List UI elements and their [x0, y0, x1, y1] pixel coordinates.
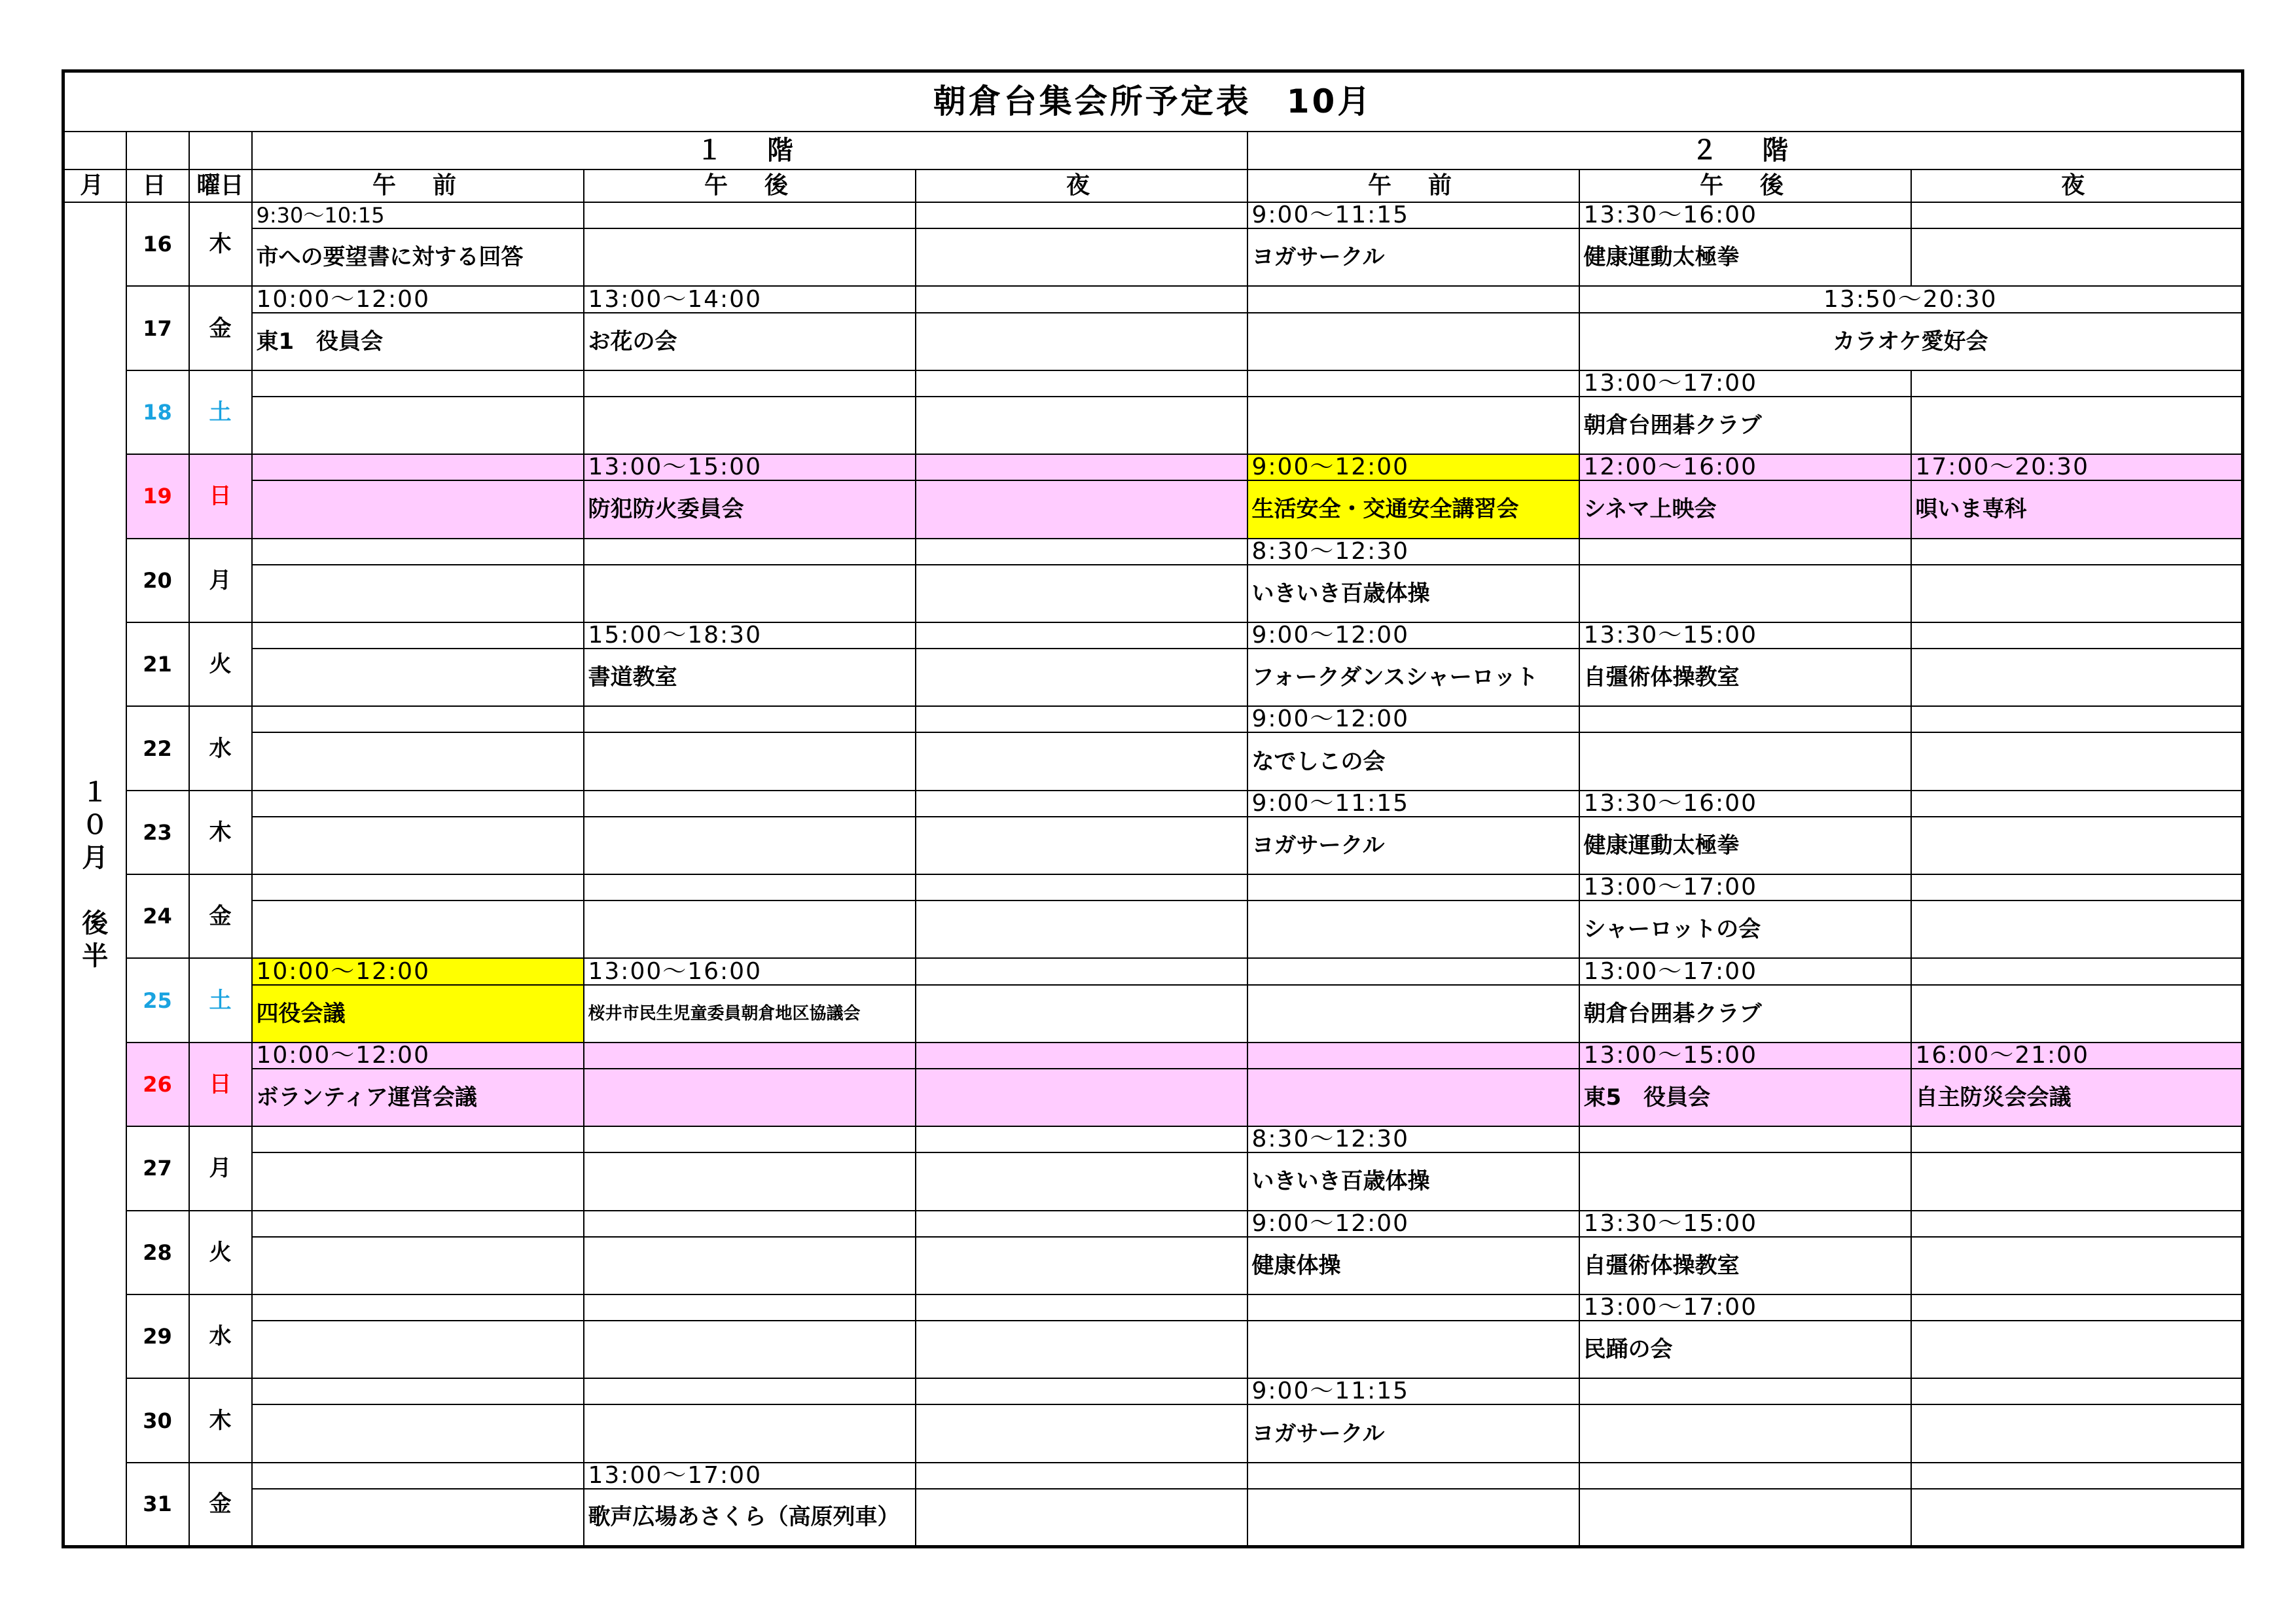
floor1-night-time: [916, 791, 1247, 817]
floor2-afternoon-event: [1579, 565, 1911, 622]
floor2-night-time: [1911, 874, 2243, 901]
floor1-afternoon-event: [584, 228, 916, 286]
floor1-night-event: [916, 480, 1247, 538]
day-number: 26: [126, 1043, 189, 1126]
floor1-morning-event: [252, 1237, 584, 1294]
day-number: 17: [126, 286, 189, 370]
floor2-afternoon-event: [1579, 1152, 1911, 1210]
floor2-afternoon-event: カラオケ愛好会: [1579, 313, 2243, 370]
weekday-label: 木: [189, 202, 252, 286]
floor1-morning-event: [252, 649, 584, 706]
schedule-table: [62, 69, 2244, 1548]
floor2-morning-time: 9:00～12:00: [1247, 454, 1579, 480]
floor2-night-event: [1911, 565, 2243, 622]
floor1-night-event: [916, 1489, 1247, 1547]
day-time-row: [63, 622, 2243, 649]
floor2-morning-event: 健康体操: [1247, 1237, 1579, 1294]
floor2-night-time: 16:00～21:00: [1911, 1043, 2243, 1069]
floor2-afternoon-time: 13:00～17:00: [1579, 874, 1911, 901]
weekday-label: 水: [189, 1294, 252, 1378]
floor1-night-header: 夜: [916, 169, 1247, 202]
floor1-afternoon-time: 13:00～14:00: [584, 286, 916, 312]
floor1-afternoon-event: [584, 565, 916, 622]
floor2-night-time: [1911, 791, 2243, 817]
floor1-night-time: [916, 539, 1247, 565]
floor2-afternoon-event: 朝倉台囲碁クラブ: [1579, 397, 1911, 454]
floor1-morning-event: [252, 732, 584, 790]
weekday-label: 日: [189, 454, 252, 538]
floor1-night-event: [916, 985, 1247, 1043]
floor2-night-time: [1911, 1378, 2243, 1404]
day-number: 25: [126, 958, 189, 1042]
floor2-afternoon-event: 健康運動太極拳: [1579, 228, 1911, 286]
floor1-afternoon-event: [584, 1237, 916, 1294]
floor2-night-event: [1911, 649, 2243, 706]
floor1-morning-event: 東1 役員会: [252, 313, 584, 370]
floor2-afternoon-time: [1579, 1463, 1911, 1489]
floor2-night-event: [1911, 901, 2243, 958]
day-event-row: [63, 228, 2243, 286]
floor2-morning-event: [1247, 313, 1579, 370]
floor1-night-event: [916, 1237, 1247, 1294]
floor1-night-time: [916, 1126, 1247, 1152]
floor2-morning-time: 9:00～11:15: [1247, 1378, 1579, 1404]
day-event-row: [63, 1237, 2243, 1294]
day-event-row: [63, 397, 2243, 454]
floor1-afternoon-event: [584, 817, 916, 874]
floor1-afternoon-time: [584, 706, 916, 732]
floor2-afternoon-event: [1579, 732, 1911, 790]
floor1-morning-time: 9:30～10:15: [252, 202, 584, 228]
floor1-morning-time: [252, 791, 584, 817]
weekday-label: 火: [189, 1211, 252, 1294]
floor2-night-time: [1911, 622, 2243, 649]
day-number: 19: [126, 454, 189, 538]
floor1-morning-event: 市への要望書に対する回答: [252, 228, 584, 286]
floor1-afternoon-event: [584, 397, 916, 454]
floor2-morning-event: [1247, 901, 1579, 958]
floor2-morning-time: 9:00～12:00: [1247, 622, 1579, 649]
floor2-morning-time: 9:00～12:00: [1247, 706, 1579, 732]
floor2-afternoon-event: 健康運動太極拳: [1579, 817, 1911, 874]
day-number: 24: [126, 874, 189, 958]
floor1-morning-time: [252, 622, 584, 649]
day-time-row: [63, 1463, 2243, 1489]
floor2-afternoon-time: 13:00～17:00: [1579, 958, 1911, 984]
floor1-afternoon-event: 歌声広場あさくら（高原列車）: [584, 1489, 916, 1547]
floor1-afternoon-event: お花の会: [584, 313, 916, 370]
day-time-row: [63, 706, 2243, 732]
floor2-afternoon-time: 13:30～16:00: [1579, 202, 1911, 228]
floor2-afternoon-time: 12:00～16:00: [1579, 454, 1911, 480]
floor1-afternoon-event: 桜井市民生児童委員朝倉地区協議会: [584, 985, 916, 1043]
floor2-afternoon-event: 自彊術体操教室: [1579, 649, 1911, 706]
floor1-night-event: [916, 1321, 1247, 1378]
floor2-afternoon-event: [1579, 1489, 1911, 1547]
floor1-night-time: [916, 958, 1247, 984]
floor2-afternoon-event: [1579, 1404, 1911, 1462]
day-number: 20: [126, 539, 189, 622]
floor2-afternoon-event: シネマ上映会: [1579, 480, 1911, 538]
weekday-label: 金: [189, 874, 252, 958]
day-event-row: [63, 313, 2243, 370]
day-event-row: [63, 1321, 2243, 1378]
floor1-morning-event: ボランティア運営会議: [252, 1069, 584, 1126]
floor2-morning-time: 9:00～12:00: [1247, 1211, 1579, 1237]
floor1-afternoon-event: [584, 1404, 916, 1462]
month-label-char: １: [82, 777, 109, 808]
floor-1-header: １ 階: [252, 132, 1247, 169]
day-time-row: [63, 874, 2243, 901]
day-time-row: [63, 454, 2243, 480]
floor2-morning-event: [1247, 985, 1579, 1043]
floor2-afternoon-event: 東5 役員会: [1579, 1069, 1911, 1126]
floor2-morning-time: [1247, 370, 1579, 397]
day-event-row: [63, 480, 2243, 538]
floor2-afternoon-time: 13:00～17:00: [1579, 370, 1911, 397]
weekday-label: 水: [189, 706, 252, 790]
floor2-morning-event: [1247, 1489, 1579, 1547]
floor2-morning-time: [1247, 874, 1579, 901]
floor2-morning-header: 午 前: [1247, 169, 1579, 202]
month-label-char: [69, 874, 122, 907]
floor2-morning-time: 9:00～11:15: [1247, 791, 1579, 817]
floor1-afternoon-time: [584, 1294, 916, 1321]
floor1-night-time: [916, 874, 1247, 901]
month-label-char: ０: [82, 810, 109, 840]
floor2-night-time: 17:00～20:30: [1911, 454, 2243, 480]
floor2-night-event: 唄いま専科: [1911, 480, 2243, 538]
floor2-afternoon-event: 朝倉台囲碁クラブ: [1579, 985, 1911, 1043]
floor1-morning-event: [252, 1489, 584, 1547]
column-header-row: [63, 169, 2243, 202]
floor2-night-time: [1911, 539, 2243, 565]
floor1-afternoon-event: 防犯防火委員会: [584, 480, 916, 538]
floor2-night-time: [1911, 1211, 2243, 1237]
floor2-morning-time: [1247, 958, 1579, 984]
floor2-afternoon-time: [1579, 1126, 1911, 1152]
floor1-afternoon-time: [584, 539, 916, 565]
day-number: 28: [126, 1211, 189, 1294]
day-number: 27: [126, 1126, 189, 1210]
floor2-night-event: [1911, 1237, 2243, 1294]
floor1-afternoon-time: 13:00～17:00: [584, 1463, 916, 1489]
floor1-afternoon-time: 15:00～18:30: [584, 622, 916, 649]
floor1-night-time: [916, 286, 1247, 312]
floor2-morning-event: ヨガサークル: [1247, 1404, 1579, 1462]
floor2-morning-event: [1247, 1069, 1579, 1126]
floor1-morning-event: 四役会議: [252, 985, 584, 1043]
floor1-afternoon-time: [584, 370, 916, 397]
floor2-morning-time: 8:30～12:30: [1247, 539, 1579, 565]
day-number: 18: [126, 370, 189, 454]
weekday-column-header: 曜日: [189, 169, 252, 202]
day-event-row: [63, 817, 2243, 874]
floor2-morning-event: いきいき百歳体操: [1247, 565, 1579, 622]
floor2-night-event: [1911, 732, 2243, 790]
floor2-afternoon-time: 13:30～16:00: [1579, 791, 1911, 817]
floor1-afternoon-time: [584, 202, 916, 228]
floor2-morning-event: フォークダンスシャーロット: [1247, 649, 1579, 706]
floor1-morning-time: [252, 370, 584, 397]
blank-cell: [63, 132, 126, 169]
floor2-afternoon-header: 午 後: [1579, 169, 1911, 202]
day-time-row: [63, 539, 2243, 565]
month-label: [63, 202, 126, 1546]
floor2-morning-time: [1247, 286, 1579, 312]
floor1-night-event: [916, 1404, 1247, 1462]
floor1-night-event: [916, 649, 1247, 706]
day-time-row: [63, 202, 2243, 228]
floor2-afternoon-time: [1579, 1378, 1911, 1404]
floor2-afternoon-event: 民踊の会: [1579, 1321, 1911, 1378]
floor1-afternoon-event: [584, 1069, 916, 1126]
floor1-morning-time: [252, 454, 584, 480]
day-time-row: [63, 370, 2243, 397]
day-event-row: [63, 1489, 2243, 1547]
floor1-night-time: [916, 202, 1247, 228]
day-event-row: [63, 1404, 2243, 1462]
floor1-morning-time: [252, 539, 584, 565]
weekday-label: 金: [189, 1463, 252, 1547]
floor1-night-time: [916, 622, 1247, 649]
floor2-afternoon-time: [1579, 706, 1911, 732]
floor2-night-event: [1911, 1152, 2243, 1210]
month-column-header: 月: [63, 169, 126, 202]
floor1-morning-time: [252, 1378, 584, 1404]
schedule-title: 朝倉台集会所予定表 10月: [63, 71, 2243, 132]
floor2-night-event: [1911, 1321, 2243, 1378]
floor1-night-time: [916, 1378, 1247, 1404]
floor2-afternoon-time: 13:00～17:00: [1579, 1294, 1911, 1321]
floor1-afternoon-time: [584, 874, 916, 901]
day-number: 23: [126, 791, 189, 874]
floor2-morning-event: [1247, 397, 1579, 454]
month-label-char: 半: [82, 940, 109, 971]
floor1-night-event: [916, 397, 1247, 454]
floor1-night-time: [916, 1294, 1247, 1321]
floor2-morning-event: 生活安全・交通安全講習会: [1247, 480, 1579, 538]
day-number: 30: [126, 1378, 189, 1462]
floor1-morning-event: [252, 1404, 584, 1462]
day-column-header: 日: [126, 169, 189, 202]
floor1-night-time: [916, 1043, 1247, 1069]
floor1-morning-event: [252, 901, 584, 958]
floor2-morning-time: [1247, 1294, 1579, 1321]
floor2-morning-event: いきいき百歳体操: [1247, 1152, 1579, 1210]
day-event-row: [63, 649, 2243, 706]
month-label-char: 月: [82, 842, 109, 873]
floor2-morning-event: なでしこの会: [1247, 732, 1579, 790]
floor2-night-time: [1911, 1294, 2243, 1321]
blank-cell: [126, 132, 189, 169]
weekday-label: 土: [189, 370, 252, 454]
floor1-morning-event: [252, 480, 584, 538]
day-event-row: [63, 565, 2243, 622]
day-time-row: [63, 1043, 2243, 1069]
floor1-night-time: [916, 1211, 1247, 1237]
month-label-char: 後: [82, 908, 109, 938]
floor2-night-time: [1911, 706, 2243, 732]
floor1-night-event: [916, 1069, 1247, 1126]
floor2-afternoon-time: 13:50～20:30: [1579, 286, 2243, 312]
floor1-afternoon-time: [584, 791, 916, 817]
floor1-night-event: [916, 901, 1247, 958]
floor2-night-event: [1911, 817, 2243, 874]
floor2-night-time: [1911, 370, 2243, 397]
floor2-afternoon-time: 13:30～15:00: [1579, 1211, 1911, 1237]
floor2-afternoon-time: 13:30～15:00: [1579, 622, 1911, 649]
day-time-row: [63, 1126, 2243, 1152]
weekday-label: 月: [189, 539, 252, 622]
floor1-afternoon-event: [584, 1321, 916, 1378]
day-event-row: [63, 732, 2243, 790]
floor1-afternoon-event: [584, 732, 916, 790]
day-number: 21: [126, 622, 189, 706]
floor1-morning-header: 午 前: [252, 169, 584, 202]
floor2-morning-event: ヨガサークル: [1247, 817, 1579, 874]
floor1-night-time: [916, 454, 1247, 480]
floor2-night-event: [1911, 228, 2243, 286]
blank-cell: [189, 132, 252, 169]
weekday-label: 日: [189, 1043, 252, 1126]
floor1-morning-event: [252, 397, 584, 454]
weekday-label: 火: [189, 622, 252, 706]
weekday-label: 月: [189, 1126, 252, 1210]
day-time-row: [63, 1294, 2243, 1321]
floor2-morning-time: 9:00～11:15: [1247, 202, 1579, 228]
floor1-night-event: [916, 1152, 1247, 1210]
floor1-morning-time: [252, 1463, 584, 1489]
floor2-morning-time: [1247, 1043, 1579, 1069]
day-time-row: [63, 958, 2243, 984]
floor2-night-time: [1911, 1463, 2243, 1489]
floor2-night-time: [1911, 1126, 2243, 1152]
floor1-night-event: [916, 732, 1247, 790]
floor-2-header: ２ 階: [1247, 132, 2243, 169]
weekday-label: 土: [189, 958, 252, 1042]
floor1-afternoon-time: [584, 1043, 916, 1069]
floor2-afternoon-time: 13:00～15:00: [1579, 1043, 1911, 1069]
floor2-afternoon-time: [1579, 539, 1911, 565]
floor1-morning-time: [252, 1294, 584, 1321]
floor1-night-event: [916, 565, 1247, 622]
day-number: 31: [126, 1463, 189, 1547]
floor1-afternoon-time: 13:00～16:00: [584, 958, 916, 984]
floor2-night-time: [1911, 958, 2243, 984]
floor1-morning-time: 10:00～12:00: [252, 286, 584, 312]
floor1-morning-event: [252, 565, 584, 622]
floor2-night-header: 夜: [1911, 169, 2243, 202]
floor1-afternoon-event: 書道教室: [584, 649, 916, 706]
floor1-night-time: [916, 1463, 1247, 1489]
floor2-afternoon-event: 自彊術体操教室: [1579, 1237, 1911, 1294]
floor1-night-time: [916, 706, 1247, 732]
floor1-morning-time: [252, 874, 584, 901]
floor2-morning-event: [1247, 1321, 1579, 1378]
floor1-night-event: [916, 228, 1247, 286]
day-event-row: [63, 901, 2243, 958]
floor2-afternoon-event: シャーロットの会: [1579, 901, 1911, 958]
floor1-night-event: [916, 313, 1247, 370]
floor1-afternoon-time: [584, 1126, 916, 1152]
floor1-night-time: [916, 370, 1247, 397]
day-event-row: [63, 1152, 2243, 1210]
floor1-morning-time: [252, 706, 584, 732]
floor1-afternoon-time: [584, 1378, 916, 1404]
day-event-row: [63, 1069, 2243, 1126]
floor1-morning-time: [252, 1211, 584, 1237]
floor2-night-event: [1911, 1489, 2243, 1547]
floor2-night-time: [1911, 202, 2243, 228]
day-time-row: [63, 286, 2243, 312]
floor1-afternoon-header: 午 後: [584, 169, 916, 202]
day-time-row: [63, 1378, 2243, 1404]
floor1-afternoon-event: [584, 1152, 916, 1210]
day-number: 22: [126, 706, 189, 790]
floor1-afternoon-time: [584, 1211, 916, 1237]
weekday-label: 木: [189, 791, 252, 874]
floor1-afternoon-event: [584, 901, 916, 958]
day-time-row: [63, 1211, 2243, 1237]
floor2-night-event: 自主防災会会議: [1911, 1069, 2243, 1126]
day-event-row: [63, 985, 2243, 1043]
floor2-morning-event: ヨガサークル: [1247, 228, 1579, 286]
floor2-night-event: [1911, 985, 2243, 1043]
floor1-morning-time: 10:00～12:00: [252, 1043, 584, 1069]
day-time-row: [63, 791, 2243, 817]
floor1-afternoon-time: 13:00～15:00: [584, 454, 916, 480]
floor1-morning-time: [252, 1126, 584, 1152]
floor2-night-event: [1911, 1404, 2243, 1462]
weekday-label: 木: [189, 1378, 252, 1462]
floor1-morning-event: [252, 817, 584, 874]
weekday-label: 金: [189, 286, 252, 370]
floor1-night-event: [916, 817, 1247, 874]
floor1-morning-event: [252, 1152, 584, 1210]
floor1-morning-time: 10:00～12:00: [252, 958, 584, 984]
floor2-morning-time: 8:30～12:30: [1247, 1126, 1579, 1152]
day-number: 29: [126, 1294, 189, 1378]
floor1-morning-event: [252, 1321, 584, 1378]
floor2-night-event: [1911, 397, 2243, 454]
floor2-morning-time: [1247, 1463, 1579, 1489]
day-number: 16: [126, 202, 189, 286]
